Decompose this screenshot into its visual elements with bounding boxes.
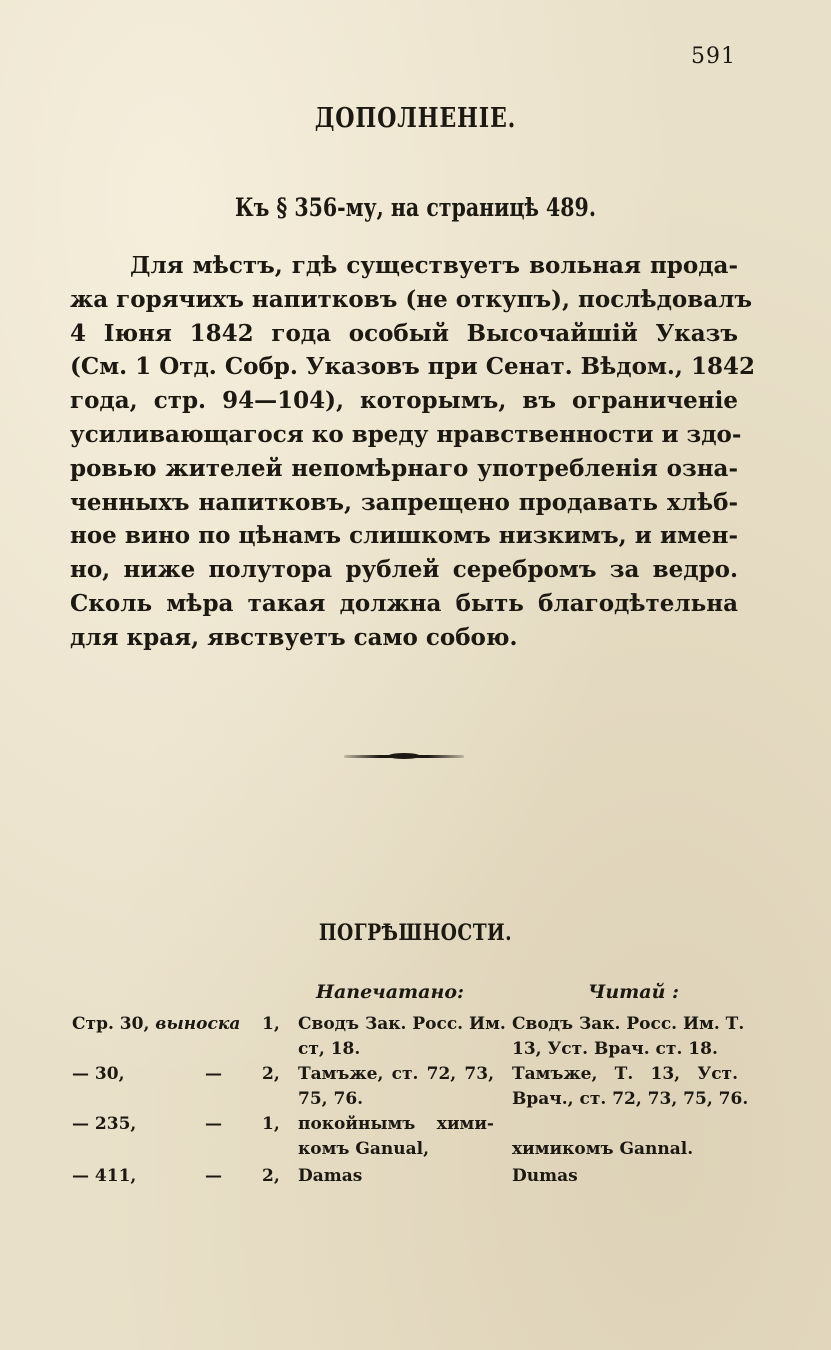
errata-page-ref: — 411, — [72, 1166, 137, 1186]
errata-ditto-dash: — — [205, 1064, 222, 1084]
errata-correct: Dumas — [512, 1166, 578, 1186]
errata-page-ref: — 30, — [72, 1064, 125, 1084]
section-divider — [344, 755, 464, 758]
paragraph-line: года, стр. 94—104), которымъ, въ ограниченіе — [70, 387, 738, 415]
errata-printed: Damas — [298, 1166, 363, 1186]
errata-note-number: 1, — [262, 1014, 280, 1034]
paragraph-line: но, ниже полутора рублей серебромъ за ведро. — [70, 556, 738, 584]
errata-printed: покойнымъ хими- комъ Ganual, — [298, 1114, 494, 1159]
errata-note-number: 1, — [262, 1114, 280, 1134]
paragraph-line: усиливающагося ко вреду нравственности и здо- — [70, 420, 742, 448]
errata-correct: Сводъ Зак. Росс. Им. Т. 13, Уст. Врач. ст. 18. — [512, 1014, 745, 1059]
paragraph-line: ровью жителей непомѣрнаго употребленія озна- — [70, 454, 738, 482]
page-title: ДОПОЛНЕНІЕ. — [314, 103, 517, 134]
errata-correct: химикомъ Gannal. — [512, 1139, 694, 1159]
errata-ditto-dash: — — [205, 1114, 222, 1134]
paragraph-line: для края, явствуетъ само собою. — [70, 623, 518, 651]
paragraph-line: Сколь мѣра такая должна быть благодѣтельна — [70, 589, 738, 617]
errata-note-number: 2, — [262, 1166, 280, 1186]
errata-page-ref: — 235, — [72, 1114, 137, 1134]
errata-printed: Сводъ Зак. Росс. Им. ст, 18. — [298, 1014, 506, 1059]
errata-note-number: 2, — [262, 1064, 280, 1084]
errata-title: ПОГРѢШНОСТИ. — [318, 920, 513, 946]
addendum-paragraph — [70, 249, 755, 655]
printed-column-header: Напечатано: — [316, 981, 465, 1003]
paragraph-line: (См. 1 Отд. Собр. Указовъ при Сенат. Вѣдом., 1842 — [70, 353, 755, 381]
errata-ditto-dash: — — [205, 1166, 222, 1186]
paragraph-line: Для мѣстъ, гдѣ существуетъ вольная прода- — [130, 252, 738, 279]
page-number: 591 — [691, 44, 736, 69]
read-column-header: Читай : — [588, 981, 680, 1003]
errata-page-ref: Стр. 30, выноска — [72, 1014, 241, 1034]
paragraph-line: ченныхъ напитковъ, запрещено продавать хлѣб- — [70, 488, 738, 516]
paragraph-line: 4 Іюня 1842 года особый Высочайшій Указъ — [70, 319, 738, 347]
paragraph-line: жа горячихъ напитковъ (не откупъ), послѣдовалъ — [70, 285, 753, 313]
errata-printed: Тамъже, ст. 72, 73, 75, 76. — [298, 1064, 494, 1109]
errata-correct: Тамъже, Т. 13, Уст. Врач., ст. 72, 73, 75, 76. — [512, 1064, 749, 1109]
paragraph-line: ное вино по цѣнамъ слишкомъ низкимъ, и имен- — [70, 522, 738, 550]
section-reference: Къ § 356-му, на страницѣ 489. — [235, 193, 596, 222]
